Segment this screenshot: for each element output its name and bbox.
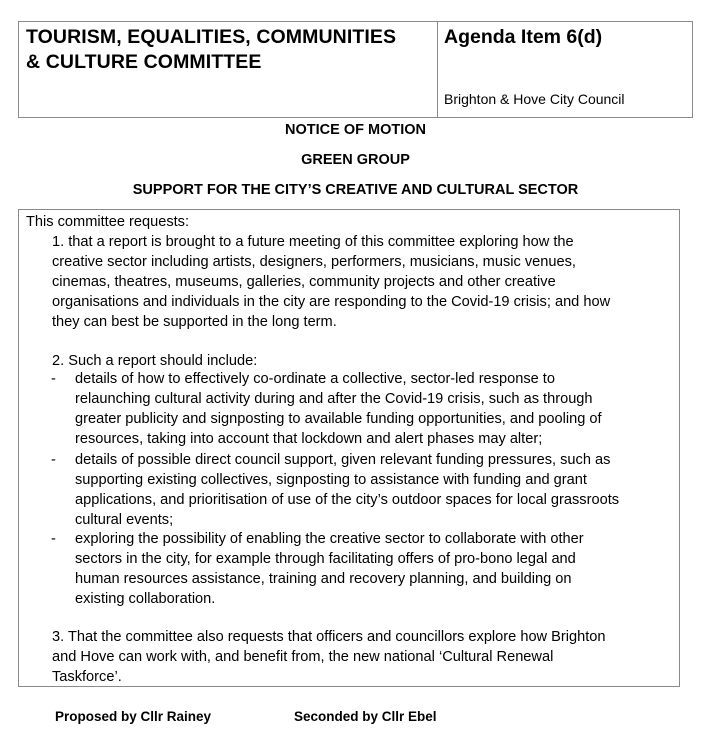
bullet3-line: human resources assistance, training and recovery planning, and building on xyxy=(75,571,572,587)
bullet1-line: relaunching cultural activity during and after the Covid-19 crisis, such as through xyxy=(75,391,593,407)
item1-line: they can best be supported in the long term. xyxy=(52,314,337,330)
bullet-marker: - xyxy=(51,531,56,547)
bullet2-line: details of possible direct council support, given relevant funding pressures, such as xyxy=(75,452,611,468)
seconded-by: Seconded by Cllr Ebel xyxy=(294,709,437,724)
item1-line: creative sector including artists, designers, performers, musicians, music venues, xyxy=(52,254,576,270)
committee-name-line1: TOURISM, EQUALITIES, COMMUNITIES xyxy=(26,26,397,48)
bullet2-line: applications, and prioritisation of use of the city’s outdoor spaces for local grassroots xyxy=(75,492,620,508)
council-name: Brighton & Hove City Council xyxy=(444,91,625,107)
agenda-cell xyxy=(438,22,692,117)
item3-line: and Hove can work with, and benefit from, the new national ‘Cultural Renewal xyxy=(52,649,554,665)
item3-line: Taskforce’. xyxy=(52,669,122,685)
proposed-by: Proposed by Cllr Rainey xyxy=(55,709,212,724)
item2-intro: 2. Such a report should include: xyxy=(52,353,258,369)
motion-body xyxy=(18,209,680,687)
item3-line: 3. That the committee also requests that officers and councillors explore how Brighton xyxy=(52,629,606,645)
motion-title: SUPPORT FOR THE CITY’S CREATIVE AND CULTURAL SECTOR xyxy=(132,182,579,198)
bullet3-line: existing collaboration. xyxy=(75,591,216,607)
bullet1-line: greater publicity and signposting to available funding opportunities, and pooling of xyxy=(75,411,602,427)
header-table xyxy=(18,21,693,118)
agenda-item: Agenda Item 6(d) xyxy=(444,26,603,48)
notice-heading: NOTICE OF MOTION xyxy=(285,122,426,138)
committee-name-line2: & CULTURE COMMITTEE xyxy=(26,51,262,73)
group-heading: GREEN GROUP xyxy=(301,152,410,168)
committee-name xyxy=(19,22,438,117)
bullet2-line: supporting existing collectives, signposting to assistance with funding and grant xyxy=(75,472,587,488)
bullet2-line: cultural events; xyxy=(75,512,174,528)
item1-line: organisations and individuals in the city are responding to the Covid-19 crisis; and how xyxy=(52,294,611,310)
bullet1-line: details of how to effectively co-ordinate a collective, sector-led response to xyxy=(75,371,555,387)
item1-line: cinemas, theatres, museums, galleries, community projects and other creative xyxy=(52,274,556,290)
bullet-marker: - xyxy=(51,371,56,387)
bullet1-line: resources, taking into account that lockdown and alert phases may alter; xyxy=(75,431,543,447)
bullet3-line: sectors in the city, for example through facilitating offers of pro-bono legal and xyxy=(75,551,576,567)
bullet-marker: - xyxy=(51,452,56,468)
item1-line: 1. that a report is brought to a future meeting of this committee exploring how the xyxy=(52,234,574,250)
motion-intro: This committee requests: xyxy=(26,214,190,230)
bullet3-line: exploring the possibility of enabling the creative sector to collaborate with other xyxy=(75,531,584,547)
